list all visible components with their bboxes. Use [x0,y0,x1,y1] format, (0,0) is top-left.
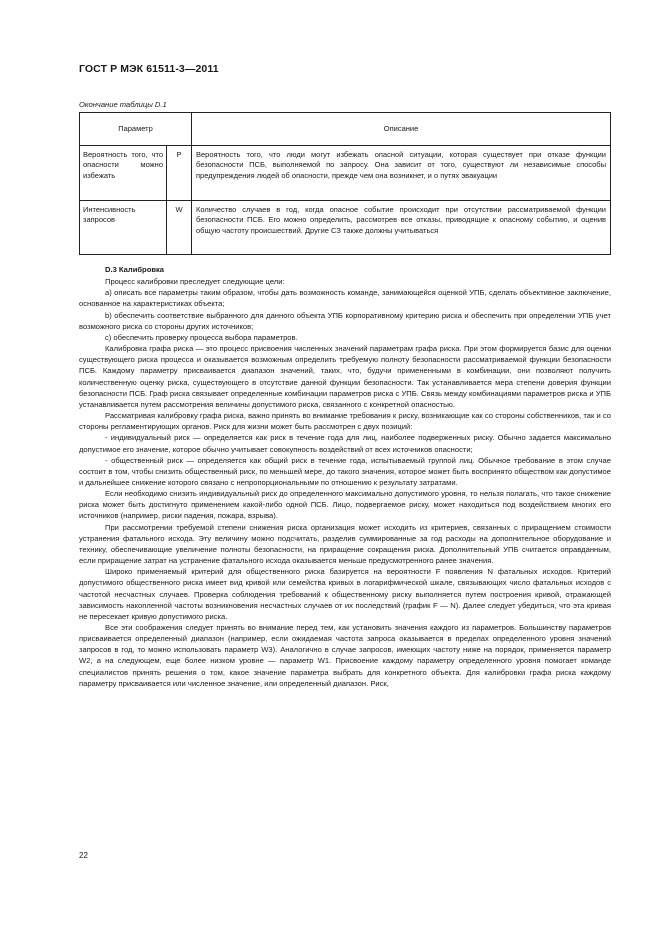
paragraph: - общественный риск — определяется как общий риск в течение года, испытываемый группой лиц. Обычное требование в этом случае состоит в том, чтобы снизить общественный риск, по меньшей мере, до такого значения, которое может быть воспринято обществом как допустимое и дальнейшее снижение которого связано с непропорциональными по отношению к результату затратами. [79,455,611,487]
table-row [80,201,611,255]
paragraph: Процесс калибровки преследует следующие цели: [105,277,285,287]
parameter-name: Вероятность того, что опасности можно избежать [80,146,167,201]
column-header-parameter: Параметр [80,113,192,146]
paragraph: с) обеспечить проверку процесса выбора параметров. [105,332,298,342]
section-heading: D.3 Калибровка [105,265,165,274]
paragraph: Все эти соображения следует принять во внимание перед тем, как установить значения каждого из параметров. Большинству параметров присваивается определенный диапазон (например, если ожидаемая частота запроса оказывается в пределах определенного уровня значений запросов в год, то можно использовать параметр W3). Аналогично в случае запросов, имеющих частоту ниже на порядок, применяется параметр W2, а на следующем, еще более низком уровне — параметр W1. Присвоение каждому параметру определенного уровня помогает команде специалистов принять решения о том, какое значение параметра выбрать для конкретного объекта. Для калибровки графа риска каждому параметру присваивается или численное значение, или определенный диапазон. Риск, [79,623,611,688]
paragraph: Калибровка графа риска — это процесс присвоения численных значений параметрам графа риска. При этом формируется базис для оценки существующего риска процесса и оказывается возможным определить требуемую полноту безопасности рассматриваемой функции безопасности ПСБ. Каждому параметру присваивается диапазон значений, таких, что, будучи примененными в комбинации, они позволяют получить количественную оценку риска, существующего в отсутствие данной функции безопасности. Так устанавливается мера степени доверия функции безопасности ПСБ. Граф риска связывает определенные комбинации параметров риска с УПБ. Связь между комбинациями параметров риска и УПБ устанавливается путем рассмотрения величины допустимого риска, связанного с конкретной опасностью. [79,344,611,409]
parameter-description: Количество случаев в год, когда опасное событие происходит при отсутствии рассматриваемой функции безопасности ПСБ. Его можно определить, рассмотрев все отказы, приводящие к опасному событию, и оценив общую частоту происшествий. Другие СЗ также должны учитываться [192,201,611,255]
parameter-symbol: P [167,146,192,201]
paragraph: При рассмотрении требуемой степени снижения риска организация может исходить из критериев, связанных с приращением стоимости устранения фатального исхода. Эту величину можно подсчитать, разделив суммированные за год расходы на дополнительное оборудование и технику, обеспечивающие увеличение полноты безопасности, на приращение сокращения риска. Дополнительный УПБ считается оправданным, если приращение затрат на устранение фатального исхода оказывается меньше предусмотренного ранее значения. [79,522,611,566]
parameter-symbol: W [167,201,192,255]
paragraph: - индивидуальный риск — определяется как риск в течение года для лиц, наиболее подверженных риску. Обычно задается максимально допустимое его значение, которое обычно учитывает совокупность воздействий от всех источников опасности; [79,433,611,454]
paragraph: b) обеспечить соответствие выбранного для данного объекта УПБ корпоративному критерию риска и обеспечить при определении УПБ учет возможного риска со стороны других источников; [79,310,611,331]
parameter-name: Интенсивность запросов [80,201,167,255]
table-row [80,146,611,201]
paragraph: а) описать все параметры таким образом, чтобы дать возможность команде, занимающейся оценкой УПБ, сделать объективное заключение, основанное на характеристиках объекта; [79,288,611,309]
table-caption: Окончание таблицы D.1 [79,100,167,109]
parameter-description: Вероятность того, что люди могут избежать опасной ситуации, которая существует при отказе функции безопасности ПСБ, выполняемой по запросу. Она зависит от того, существуют ли независимые способы предупреждения людей об опасности, прежде чем она возникнет, и о путях эвакуации [192,146,611,201]
column-header-description: Описание [192,113,611,146]
table-header-row [80,113,611,146]
paragraph: Рассматривая калибровку графа риска, важно принять во внимание требования к риску, возникающие как со стороны собственников, так и со стороны регламентирующих органов. Риск для жизни может быть рассмотрен с двух позиций: [79,411,611,432]
paragraph: Если необходимо снизить индивидуальный риск до определенного максимально допустимого уровня, то нельзя полагать, что такое снижение риска может быть достигнуто применением какой-либо одной ПСБ. Лицо, подвергаемое риску, может находиться под воздействием многих его источников (например, риски падения, пожара, взрыва). [79,489,611,521]
parameter-table [79,112,611,255]
document-header: ГОСТ Р МЭК 61511-3—2011 [79,63,219,75]
paragraph: Широко применяемый критерий для общественного риска базируется на вероятности F появления N фатальных исходов. Критерий допустимого общественного риска имеет вид кривой или семейства кривых в логарифмической шкале, связывающих число фатальных исходов с частотой несчастных случаев. Проверка соблюдения требований к общественному риску выполняется путем построения кривой, отражающей зависимость накопленной частоты возникновения несчастных случаев от их последствий (график F — N). Далее следует убедиться, что эта кривая не пересекает кривую допустимого риска. [79,567,611,621]
page-number: 22 [79,851,88,860]
section-body [79,264,611,689]
